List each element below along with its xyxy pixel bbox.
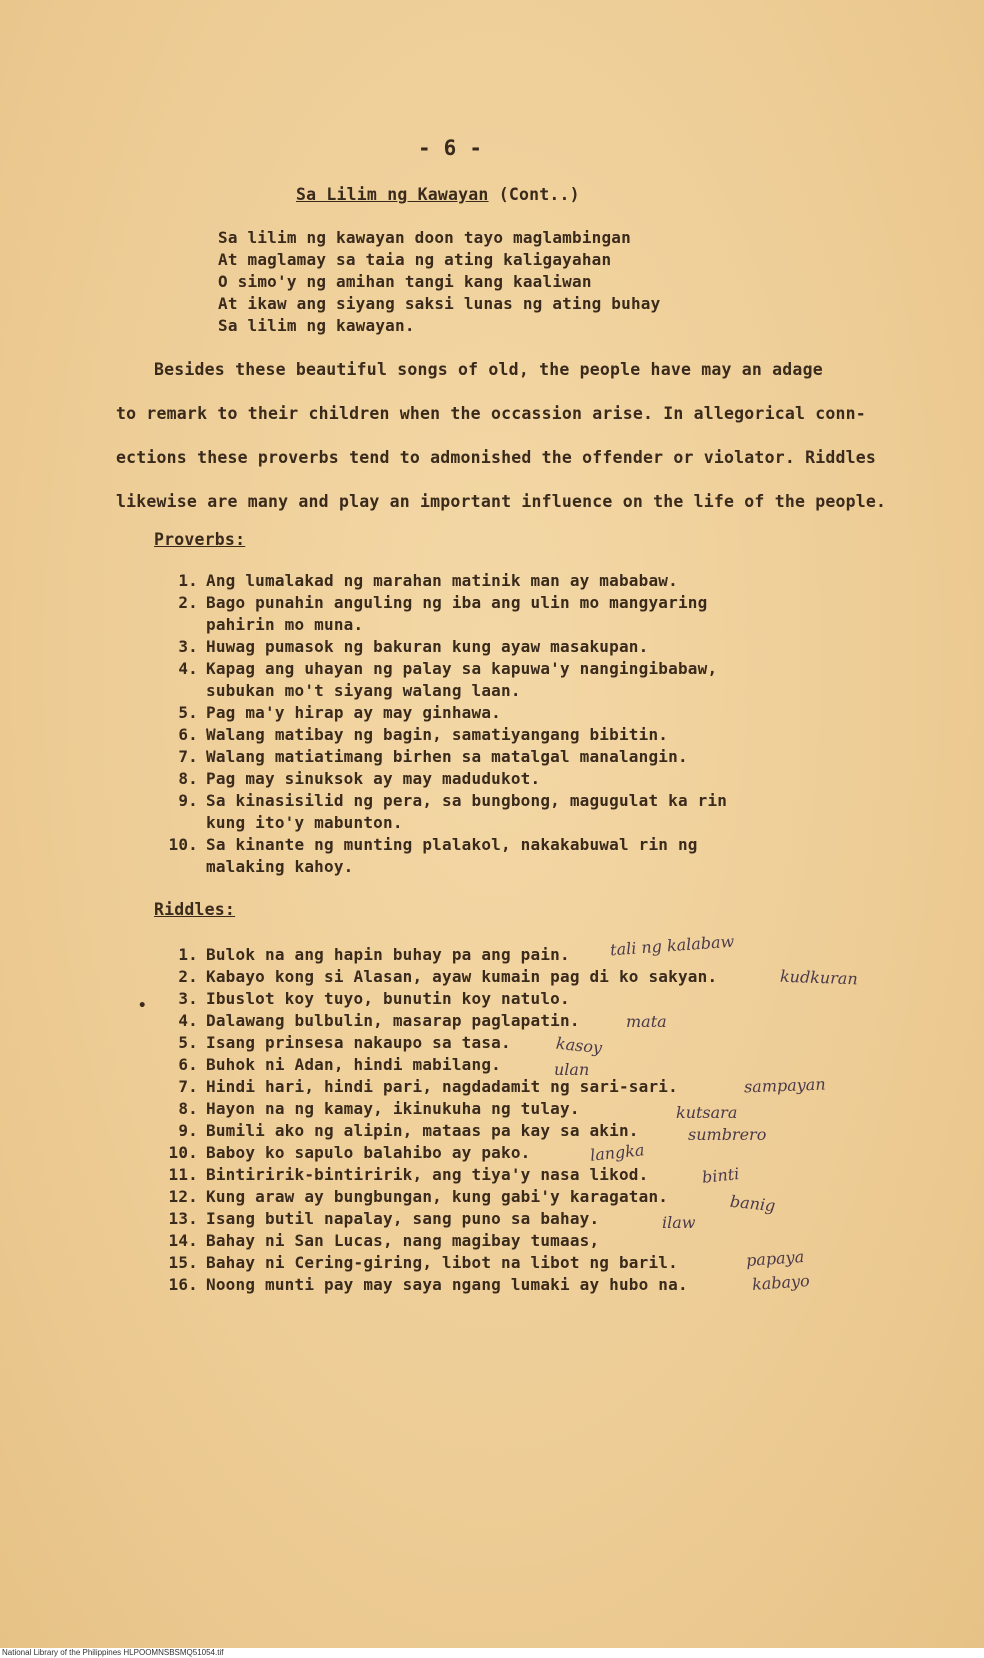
riddle-number: 14. — [168, 1231, 198, 1250]
riddle-number: 9. — [178, 1121, 198, 1140]
handwritten-answer: kudkuran — [779, 966, 859, 989]
riddle-item — [162, 1143, 530, 1162]
riddle-item — [162, 1231, 599, 1250]
riddle-item — [162, 989, 570, 1008]
handwritten-answer: kutsara — [676, 1103, 738, 1122]
proverb-item — [162, 593, 707, 612]
section-title — [296, 185, 580, 204]
riddle-item — [162, 1033, 511, 1052]
riddle-text: Hindi hari, hindi pari, nagdadamit ng sari-sari. — [206, 1077, 678, 1096]
riddle-number: 16. — [168, 1275, 198, 1294]
proverb-continuation: subukan mo't siyang walang laan. — [206, 681, 521, 700]
proverb-item — [162, 571, 678, 590]
handwritten-answer: ulan — [554, 1060, 590, 1079]
riddle-item — [162, 1253, 678, 1272]
proverb-text: Sa kinante ng munting plalakol, nakakabuwal rin ng — [206, 835, 698, 854]
handwritten-answer: kasoy — [555, 1033, 603, 1058]
handwritten-answer: mata — [626, 1012, 667, 1031]
riddle-text: Isang prinsesa nakaupo sa tasa. — [206, 1033, 511, 1052]
handwritten-answer: langka — [589, 1140, 646, 1165]
riddle-item — [162, 1077, 678, 1096]
title-text: Sa Lilim ng Kawayan — [296, 185, 489, 204]
proverb-item — [162, 747, 688, 766]
proverb-text: Walang matiatimang birhen sa matalgal manalangin. — [206, 747, 688, 766]
proverb-number: 5. — [178, 703, 198, 722]
proverb-item — [162, 637, 648, 656]
riddle-item — [162, 967, 717, 986]
riddle-text: Bulok na ang hapin buhay pa ang pain. — [206, 945, 570, 964]
proverb-number: 8. — [178, 769, 198, 788]
proverb-number: 10. — [168, 835, 198, 854]
riddle-number: 8. — [178, 1099, 198, 1118]
paragraph-line: to remark to their children when the occassion arise. In allegorical conn- — [116, 404, 866, 423]
proverb-text: Walang matibay ng bagin, samatiyangang bibitin. — [206, 725, 669, 744]
proverb-item — [162, 725, 668, 744]
riddle-text: Baboy ko sapulo balahibo ay pako. — [206, 1143, 531, 1162]
riddle-text: Bahay ni Cering-giring, libot na libot ng baril. — [206, 1253, 678, 1272]
riddle-text: Ibuslot koy tuyo, bunutin koy natulo. — [206, 989, 570, 1008]
riddle-number: 15. — [168, 1253, 198, 1272]
proverb-continuation: malaking kahoy. — [206, 857, 354, 876]
riddle-item — [162, 1165, 648, 1184]
proverb-text: Kapag ang uhayan ng palay sa kapuwa'y nangingibabaw, — [206, 659, 718, 678]
proverb-item — [162, 703, 501, 722]
proverb-item — [162, 835, 698, 854]
riddle-number: 4. — [178, 1011, 198, 1030]
proverb-text: Huwag pumasok ng bakuran kung ayaw masakupan. — [206, 637, 649, 656]
proverb-number: 3. — [178, 637, 198, 656]
riddle-text: Hayon na ng kamay, ikinukuha ng tulay. — [206, 1099, 580, 1118]
riddle-item — [162, 1099, 580, 1118]
proverb-number: 9. — [178, 791, 198, 810]
page-number: - 6 - — [418, 136, 483, 160]
proverb-number: 1. — [178, 571, 198, 590]
proverb-number: 4. — [178, 659, 198, 678]
riddle-item — [162, 1209, 599, 1228]
handwritten-answer: papaya — [745, 1246, 805, 1271]
riddle-text: Dalawang bulbulin, masarap paglapatin. — [206, 1011, 580, 1030]
poem-line: O simo'y ng amihan tangi kang kaaliwan — [218, 272, 592, 291]
riddle-number: 2. — [178, 967, 198, 986]
riddle-number: 3. — [178, 989, 198, 1008]
proverb-text: Ang lumalakad ng marahan matinik man ay mababaw. — [206, 571, 678, 590]
riddle-item — [162, 945, 570, 964]
handwritten-answer: ilaw — [662, 1213, 696, 1232]
proverb-text: Bago punahin anguling ng iba ang ulin mo mangyaring — [206, 593, 708, 612]
title-suffix: (Cont..) — [498, 185, 580, 204]
riddle-text: Kabayo kong si Alasan, ayaw kumain pag di ko sakyan. — [206, 967, 718, 986]
riddle-number: 13. — [168, 1209, 198, 1228]
riddle-text: Buhok ni Adan, hindi mabilang. — [206, 1055, 501, 1074]
riddle-text: Bumili ako ng alipin, mataas pa kay sa akin. — [206, 1121, 639, 1140]
poem-line: Sa lilim ng kawayan doon tayo maglambingan — [218, 228, 631, 247]
riddle-number: 11. — [168, 1165, 198, 1184]
proverb-number: 6. — [178, 725, 198, 744]
paragraph-line: ections these proverbs tend to admonished the offender or violator. Riddles — [116, 448, 877, 467]
riddle-text: Kung araw ay bungbungan, kung gabi'y karagatan. — [206, 1187, 669, 1206]
riddle-number: 1. — [178, 945, 198, 964]
riddle-number: 6. — [178, 1055, 198, 1074]
riddle-text: Bahay ni San Lucas, nang magibay tumaas, — [206, 1231, 600, 1250]
riddle-number: 7. — [178, 1077, 198, 1096]
proverb-item — [162, 791, 727, 810]
paragraph-line: Besides these beautiful songs of old, the people have may an adage — [154, 360, 823, 379]
proverb-number: 7. — [178, 747, 198, 766]
poem-line: Sa lilim ng kawayan. — [218, 316, 415, 335]
riddle-item — [162, 1187, 668, 1206]
proverb-text: Pag ma'y hirap ay may ginhawa. — [206, 703, 501, 722]
proverb-item — [162, 769, 540, 788]
proverbs-heading: Proverbs: — [154, 530, 246, 549]
handwritten-answer: tali ng kalabaw — [609, 931, 735, 960]
stray-mark: • — [138, 998, 147, 1014]
poem-line: At ikaw ang siyang saksi lunas ng ating buhay — [218, 294, 661, 313]
riddle-item — [162, 1055, 501, 1074]
proverb-continuation: pahirin mo muna. — [206, 615, 364, 634]
riddles-heading: Riddles: — [154, 900, 236, 919]
riddle-text: Noong munti pay may saya ngang lumaki ay hubo na. — [206, 1275, 688, 1294]
riddle-text: Isang butil napalay, sang puno sa bahay. — [206, 1209, 600, 1228]
poem-line: At maglamay sa taia ng ating kaligayahan — [218, 250, 612, 269]
riddle-text: Bintiririk-bintiririk, ang tiya'y nasa likod. — [206, 1165, 649, 1184]
handwritten-answer: sumbrero — [688, 1125, 767, 1144]
proverb-text: Pag may sinuksok ay may madudukot. — [206, 769, 541, 788]
riddle-item — [162, 1121, 639, 1140]
riddle-number: 12. — [168, 1187, 198, 1206]
riddle-number: 10. — [168, 1143, 198, 1162]
proverb-number: 2. — [178, 593, 198, 612]
proverb-continuation: kung ito'y mabunton. — [206, 813, 403, 832]
scan-footer: National Library of the Philippines HLPOOMNSBSMQ51054.tif — [0, 1648, 984, 1658]
handwritten-answer: kabayo — [751, 1271, 811, 1294]
riddle-number: 5. — [178, 1033, 198, 1052]
handwritten-answer: banig — [729, 1191, 777, 1216]
riddle-item — [162, 1275, 688, 1294]
riddle-item — [162, 1011, 580, 1030]
proverb-item — [162, 659, 717, 678]
handwritten-answer: binti — [701, 1164, 741, 1187]
proverb-text: Sa kinasisilid ng pera, sa bungbong, magugulat ka rin — [206, 791, 728, 810]
handwritten-answer: sampayan — [743, 1074, 826, 1097]
paragraph-line: likewise are many and play an important influence on the life of the people. — [116, 492, 887, 511]
